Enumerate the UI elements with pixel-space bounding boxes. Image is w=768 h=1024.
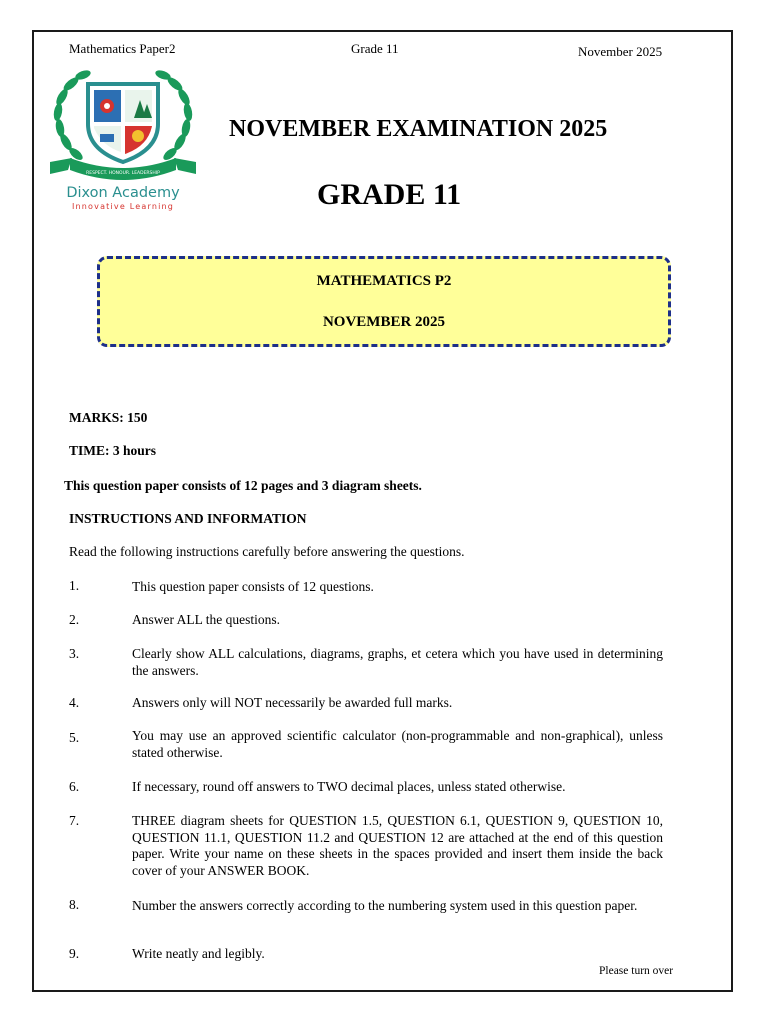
school-logo <box>44 66 202 216</box>
instruction-text: You may use an approved scientific calculator (non-programmable and non-graphical), unless stated otherwise. <box>132 728 663 760</box>
instruction-text: If necessary, round off answers to TWO decimal places, unless stated otherwise. <box>132 779 566 794</box>
instructions-heading: INSTRUCTIONS AND INFORMATION <box>69 511 307 526</box>
instruction-text: Number the answers correctly according to the numbering system used in this question paper. <box>132 898 638 913</box>
instruction-number: 6. <box>69 779 80 794</box>
instruction-number: 5. <box>69 730 80 745</box>
logo-tagline: Innovative Learning <box>71 202 175 211</box>
logo-motto: RESPECT. HONOUR. LEADERSHIP <box>86 171 160 176</box>
exam-title: NOVEMBER EXAMINATION 2025 <box>229 116 608 142</box>
instruction-text: Answers only will NOT necessarily be awarded full marks. <box>132 695 453 710</box>
subject-name: MATHEMATICS P2 <box>316 273 452 289</box>
header-date: November 2025 <box>578 44 663 59</box>
logo-school-name: Dixon Academy <box>66 185 180 201</box>
instruction-number: 3. <box>69 646 80 661</box>
subject-box <box>97 256 671 347</box>
instruction-number: 4. <box>69 695 80 710</box>
instruction-text: Answer ALL the questions. <box>132 612 280 627</box>
footer-turn-over: Please turn over <box>599 965 674 977</box>
marks-label: MARKS: 150 <box>69 410 148 425</box>
header-paper-name: Mathematics Paper2 <box>69 41 176 56</box>
instruction-number: 9. <box>69 946 80 961</box>
instruction-number: 7. <box>69 813 80 828</box>
instruction-text: This question paper consists of 12 questions. <box>132 579 374 594</box>
instruction-text: Write neatly and legibly. <box>132 946 265 961</box>
subject-date: NOVEMBER 2025 <box>322 314 446 330</box>
header-grade: Grade 11 <box>351 41 399 56</box>
pages-note: This question paper consists of 12 pages and 3 diagram sheets. <box>64 478 422 493</box>
instruction-text: Clearly show ALL calculations, diagrams, graphs, et cetera which you have used in determining the answers. <box>132 646 663 678</box>
instruction-number: 8. <box>69 897 80 912</box>
school-crest-icon <box>44 66 202 216</box>
instruction-number: 2. <box>69 612 80 627</box>
instruction-text: THREE diagram sheets for QUESTION 1.5, QUESTION 6.1, QUESTION 9, QUESTION 10, QUESTION 11.1, QUESTION 11.2 and QUESTION 12 are attached at the end of this question paper. Write your name on these sheets in the spaces provided and insert them inside the back cover of your ANSWER BOOK. <box>132 813 663 878</box>
time-label: TIME: 3 hours <box>69 443 157 458</box>
instructions-intro: Read the following instructions carefully before answering the questions. <box>69 544 465 559</box>
instruction-number: 1. <box>69 578 80 593</box>
grade-title: GRADE 11 <box>317 178 462 211</box>
